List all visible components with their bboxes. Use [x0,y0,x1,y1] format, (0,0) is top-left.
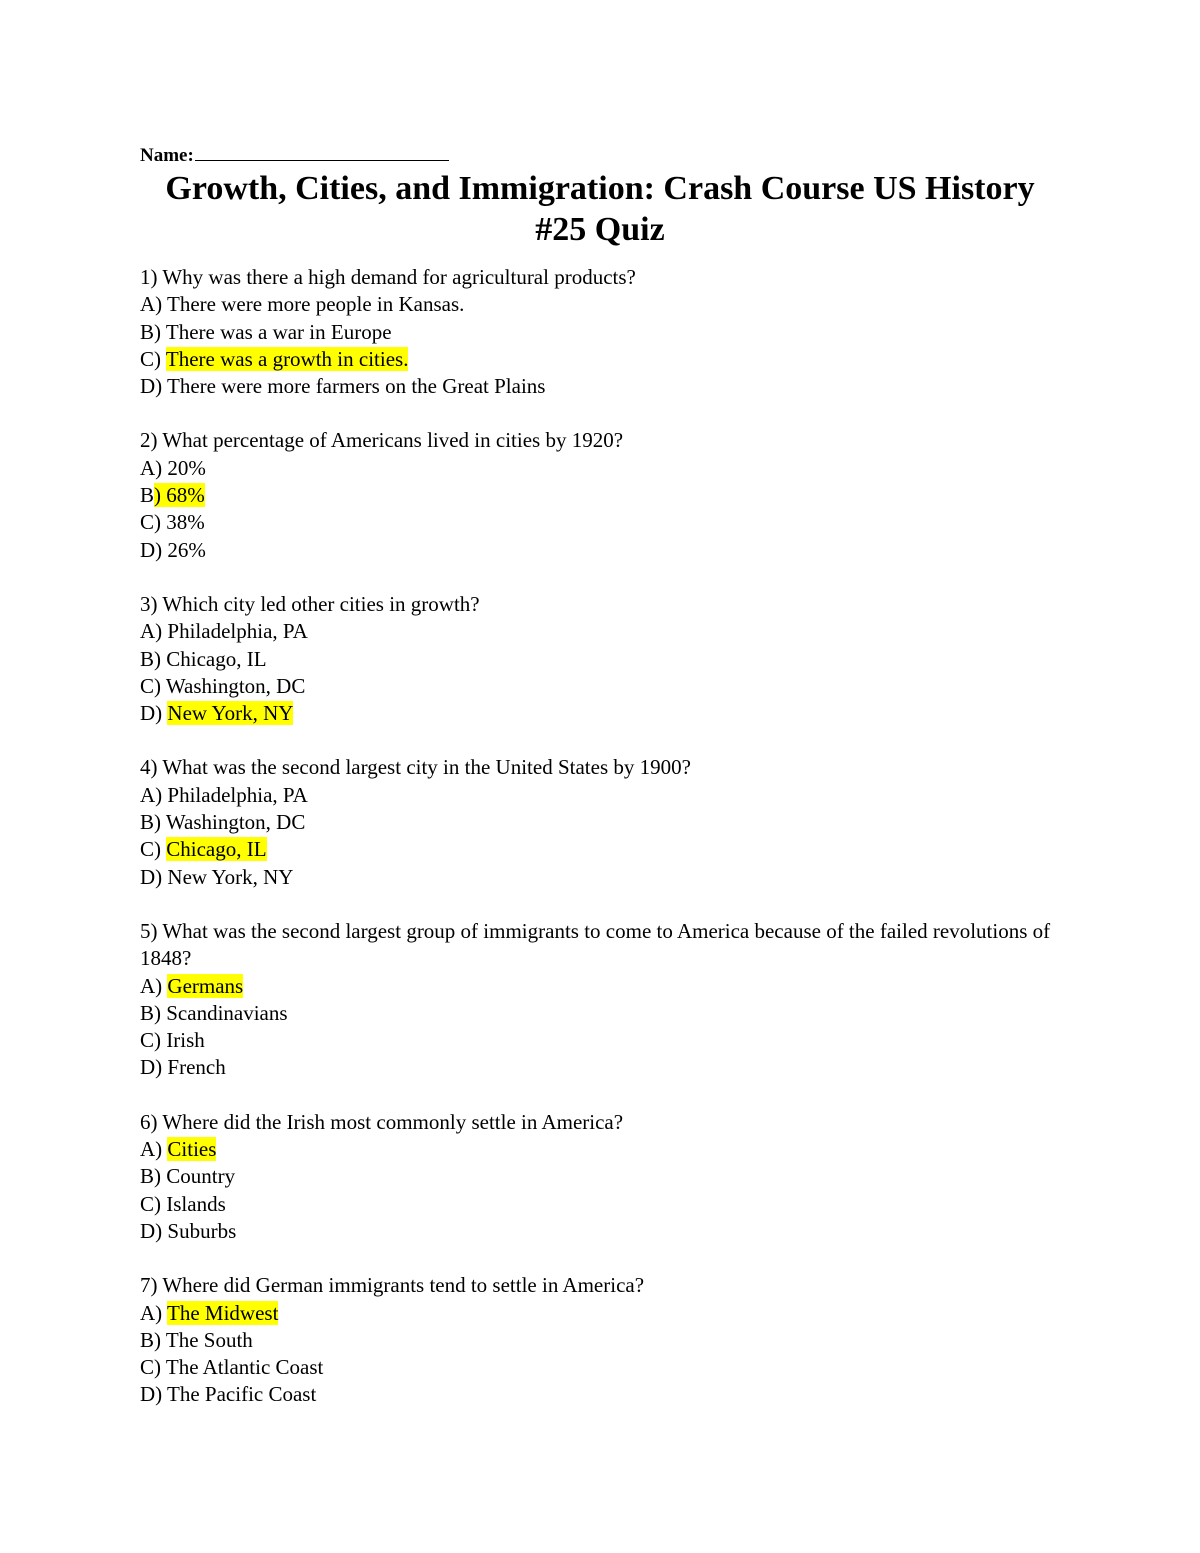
answer-option [140,455,1060,482]
answer-option [140,1000,1060,1027]
answer-option [140,673,1060,700]
answer-option [140,1163,1060,1190]
question-block [140,264,1060,400]
highlighted-answer-text: There was a growth in cities. [165,346,409,371]
option-text: 38% [166,510,205,535]
option-text: Irish [166,1028,205,1053]
quiz-page [140,140,1060,1436]
highlighted-answer-text: Chicago, IL [166,837,267,862]
answer-option [140,864,1060,891]
option-text: 26% [167,537,206,562]
option-label: D) [140,1055,168,1080]
highlighted-answer-text: Germans [167,973,244,998]
question-block [140,1272,1060,1408]
question-block [140,591,1060,727]
option-label: A) [140,619,168,644]
option-label: A) [140,1137,168,1162]
option-label: C) [140,510,167,535]
question-block [140,1109,1060,1245]
option-text: New York, NY [167,864,294,889]
option-label: C) [140,837,167,862]
question-text: 5) What was the second largest group of immigrants to come to America because of the failed revolutions of 1848? [140,918,1051,971]
name-label: Name: [140,145,194,166]
answer-option [140,1136,1060,1163]
option-label: D) [140,1382,168,1407]
option-label: D) [140,1218,168,1243]
question-text: 1) Why was there a high demand for agricultural products? [140,265,636,289]
question-block [140,427,1060,563]
answer-option [140,1027,1060,1054]
question-text: 3) Which city led other cities in growth? [140,591,480,616]
question-block [140,918,1060,1082]
answer-option [140,973,1060,1000]
option-label: A) [140,292,168,317]
option-text: The South [165,1327,253,1352]
option-label: D) [140,701,168,726]
option-label: B) [140,319,166,344]
highlighted-answer-text: New York, NY [167,701,294,726]
quiz-title: Growth, Cities, and Immigration: Crash Course US History #25 Quiz [165,170,1035,248]
answer-option [140,1327,1060,1354]
highlighted-answer-text: ) 68% [154,483,205,508]
answer-option [140,537,1060,564]
option-label: D) [140,864,168,889]
option-text: Washington, DC [165,810,306,835]
option-text: Islands [166,1191,226,1216]
option-text: 20% [167,455,206,480]
option-text: There were more farmers on the Great Plains [167,374,546,399]
option-text: There was a war in Europe [165,319,392,344]
option-text: The Atlantic Coast [165,1355,324,1380]
option-text: The Pacific Coast [167,1382,317,1407]
answer-option [140,291,1060,318]
answer-option [140,1054,1060,1081]
answer-option [140,319,1060,346]
answer-option [140,700,1060,727]
option-label: C) [140,1028,167,1053]
option-label: B) [140,646,167,671]
option-label: A) [140,455,168,480]
option-label: C) [140,1355,166,1380]
highlighted-answer-text: The Midwest [167,1300,279,1325]
question-text: 2) What percentage of Americans lived in cities by 1920? [140,428,624,453]
option-label: B) [140,1164,167,1189]
answer-option [140,509,1060,536]
option-label: D) [140,537,168,562]
option-label: B) [140,1327,166,1352]
highlighted-answer-text: Cities [167,1137,217,1162]
answer-option [140,1191,1060,1218]
option-text: There were more people in Kansas. [167,292,465,317]
option-label: A) [140,1300,168,1325]
option-label: B) [140,810,166,835]
answer-option [140,1354,1060,1381]
option-text: French [167,1055,226,1080]
question-text: 4) What was the second largest city in the United States by 1900? [140,755,691,780]
option-label: C) [140,346,166,371]
answer-option [140,346,1060,373]
question-block [140,754,1060,890]
answer-option [140,1381,1060,1408]
option-label: A) [140,782,168,807]
option-label: C) [140,673,166,698]
option-text: Philadelphia, PA [167,782,308,807]
question-text: 7) Where did German immigrants tend to settle in America? [140,1273,645,1298]
answer-option [140,836,1060,863]
question-list [140,264,1060,1409]
answer-option [140,1300,1060,1327]
answer-option [140,1218,1060,1245]
answer-option [140,482,1060,509]
name-field-row [140,140,1060,166]
name-blank-line [195,140,449,161]
question-text: 6) Where did the Irish most commonly settle in America? [140,1109,624,1134]
option-text: Chicago, IL [166,646,267,671]
option-label: D) [140,374,168,399]
answer-option [140,809,1060,836]
answer-option [140,373,1060,400]
option-text: Scandinavians [166,1000,288,1025]
option-text: Suburbs [167,1218,237,1243]
option-text: Philadelphia, PA [167,619,308,644]
answer-option [140,782,1060,809]
option-label: B [140,483,155,508]
answer-option [140,646,1060,673]
answer-option [140,618,1060,645]
option-label: A) [140,973,168,998]
option-text: Washington, DC [165,673,306,698]
option-label: C) [140,1191,167,1216]
option-text: Country [166,1164,236,1189]
option-label: B) [140,1000,167,1025]
